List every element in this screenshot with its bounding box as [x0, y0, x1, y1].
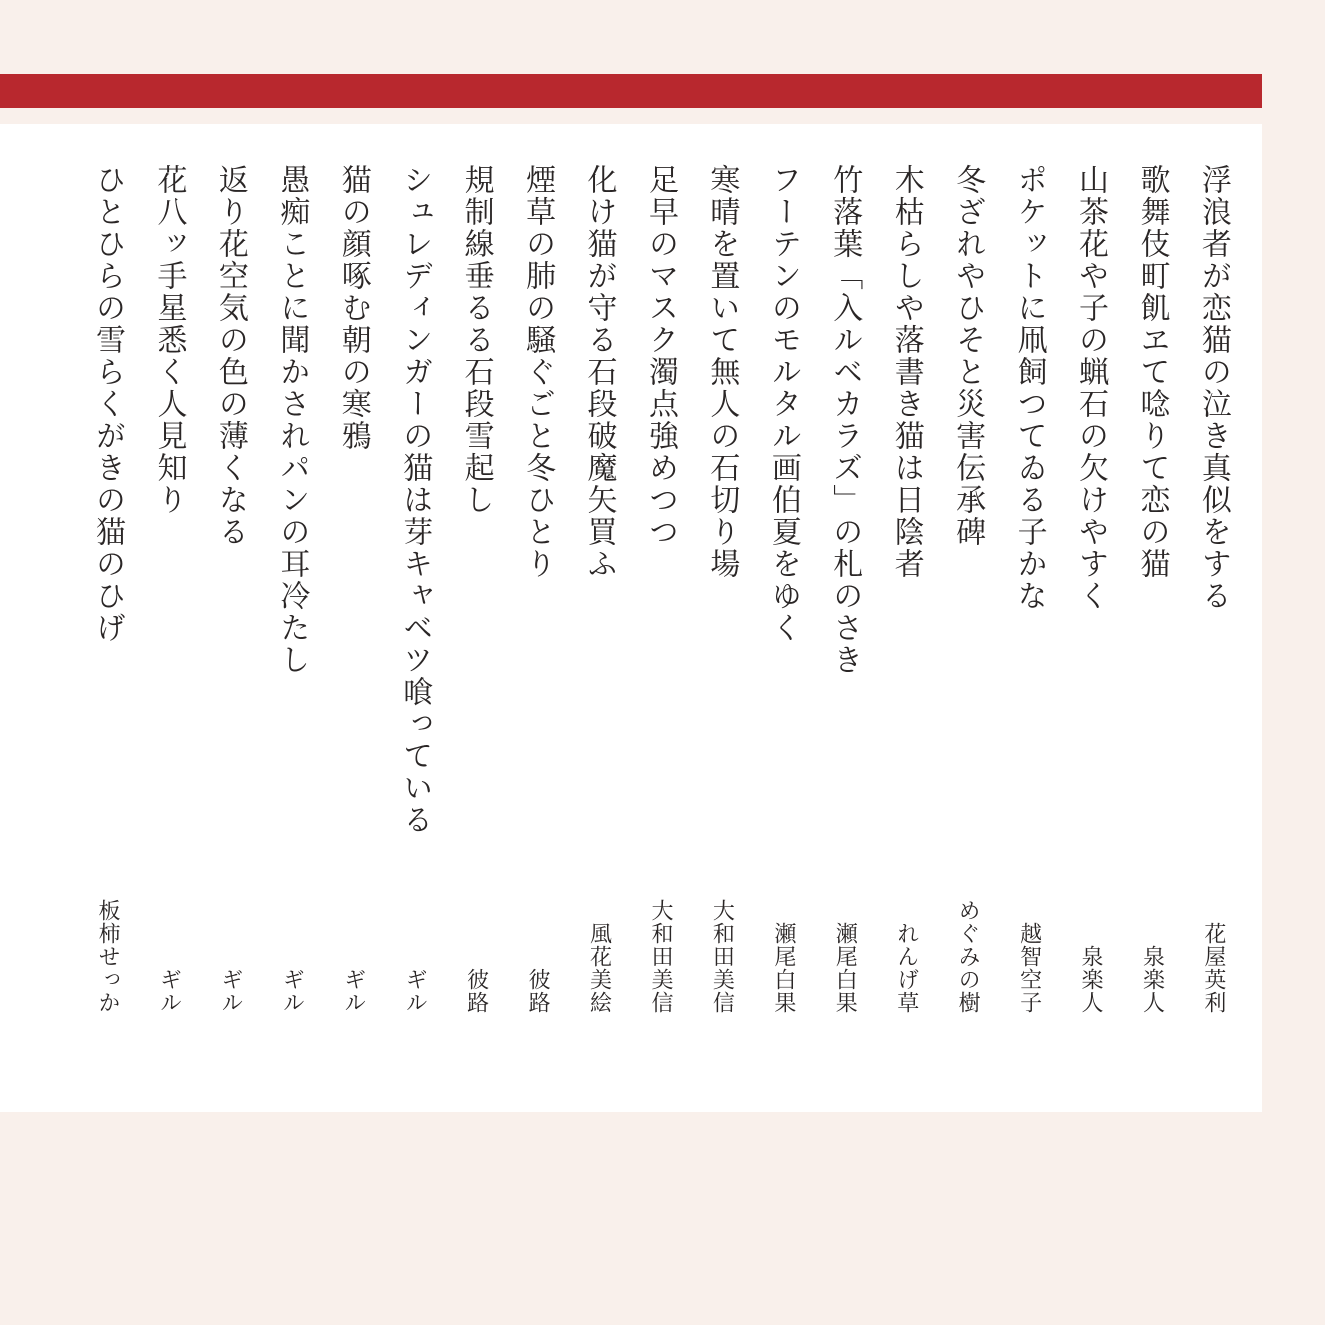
- poem-column: [1007, 164, 1051, 1104]
- poem-column: [638, 164, 682, 1104]
- poem-column: [208, 164, 252, 1104]
- red-header-bar: [0, 74, 1262, 108]
- poet-name: れんげ草: [893, 922, 919, 1014]
- haiku-text: 山茶花や子の蝋石の欠けやすく: [1073, 164, 1108, 612]
- haiku-text: 規制線垂るる石段雪起し: [458, 164, 494, 516]
- poem-column: [146, 164, 190, 1104]
- haiku-text: フーテンのモルタル画伯夏をゆく: [765, 164, 801, 644]
- poem-column: [331, 164, 375, 1104]
- poem-column: [822, 164, 866, 1104]
- poet-name: めぐみの樹: [955, 899, 981, 1014]
- haiku-text: 化け猫が守る石段破魔矢買ふ: [581, 164, 617, 580]
- haiku-text: 木枯らしや落書き猫は日陰者: [888, 164, 924, 580]
- poem-column: [699, 164, 743, 1104]
- poem-column: [761, 164, 805, 1104]
- haiku-text: シュレディンガーの猫は芽キャベツ喰っている: [397, 164, 433, 836]
- haiku-text: 浮浪者が恋猫の泣き真似をする: [1195, 164, 1231, 612]
- poet-name: 瀬尾白果: [770, 922, 796, 1014]
- poet-name: 瀬尾白果: [832, 922, 858, 1014]
- poet-name: 越智空子: [1016, 922, 1042, 1014]
- poem-column: [1129, 164, 1173, 1104]
- poem-column: [454, 164, 498, 1104]
- poet-name: 泉楽人: [1139, 945, 1165, 1014]
- poet-name: 風花美絵: [586, 922, 612, 1014]
- haiku-text: 寒晴を置いて無人の石切り場: [704, 164, 740, 580]
- poet-name: 泉楽人: [1078, 945, 1103, 1014]
- haiku-text: 猫の顔啄む朝の寒鴉: [335, 164, 371, 452]
- haiku-text: ひとひらの雪らくがきの猫のひげ: [90, 164, 125, 644]
- poet-name: 彼路: [525, 968, 551, 1014]
- poem-column: [1191, 164, 1235, 1104]
- haiku-text: ポケットに凧飼つてゐる子かな: [1011, 164, 1047, 612]
- poem-column: [269, 164, 313, 1104]
- poem-column: [85, 164, 129, 1104]
- haiku-text: 歌舞伎町飢ヱて唸りて恋の猫: [1134, 164, 1170, 580]
- poem-column: [392, 164, 436, 1104]
- poem-column: [1068, 164, 1112, 1104]
- poet-name: 板柿せっか: [95, 899, 120, 1014]
- poet-name: 花屋英利: [1200, 922, 1226, 1014]
- poem-column: [515, 164, 559, 1104]
- poet-name: 彼路: [463, 968, 489, 1014]
- haiku-text: 愚痴ことに聞かされパンの耳冷たし: [274, 164, 310, 676]
- haiku-text: 冬ざれやひそと災害伝承碑: [950, 164, 986, 548]
- poem-column: [884, 164, 928, 1104]
- haiku-text: 返り花空気の色の薄くなる: [212, 164, 248, 548]
- poet-name: ギル: [340, 968, 366, 1014]
- poem-columns: [85, 164, 1235, 1104]
- poet-name: ギル: [279, 968, 305, 1014]
- poet-name: ギル: [402, 968, 428, 1014]
- haiku-text: 竹落葉「入ルベカラズ」の札のさき: [827, 164, 863, 676]
- poet-name: 大和田美信: [647, 899, 673, 1014]
- poet-name: ギル: [217, 968, 243, 1014]
- poem-column: [945, 164, 989, 1104]
- poet-name: 大和田美信: [709, 899, 735, 1014]
- haiku-text: 煙草の肺の騒ぐごと冬ひとり: [520, 164, 556, 580]
- poem-column: [577, 164, 621, 1104]
- haiku-panel: [0, 124, 1262, 1112]
- haiku-text: 花八ッ手星悉く人見知り: [151, 164, 187, 516]
- poet-name: ギル: [156, 968, 182, 1014]
- haiku-text: 足早のマスク濁点強めつつ: [642, 164, 678, 548]
